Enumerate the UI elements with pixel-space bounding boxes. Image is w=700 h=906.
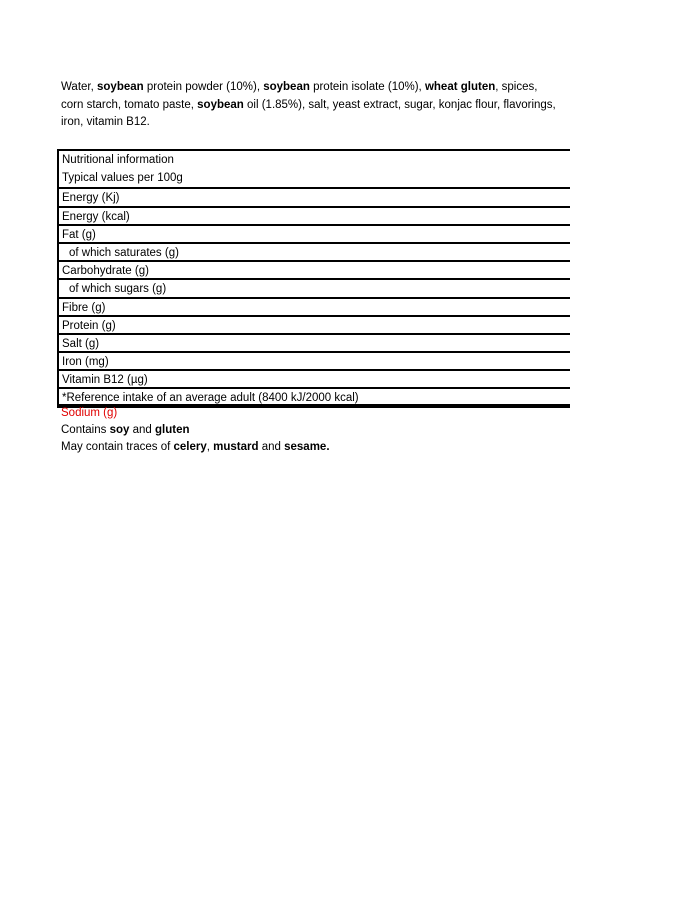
ingredient-text: Water,: [61, 81, 97, 93]
nutrition-row-carbohydrate: Carbohydrate (g): [59, 260, 570, 278]
allergen-sesame: sesame.: [284, 441, 330, 454]
ingredients-text: [61, 79, 561, 132]
nutrition-row-sugars: of which sugars (g): [59, 278, 570, 296]
nutrition-row-energy-kcal: Energy (kcal): [59, 206, 570, 224]
contains-text: and: [129, 424, 155, 437]
nutrition-reference-note: *Reference intake of an average adult (8400 kJ/2000 kcal): [59, 387, 570, 405]
nutrition-row-fibre: Fibre (g): [59, 297, 570, 315]
allergen-soy: soy: [109, 424, 130, 437]
nutrition-title: Nutritional information: [62, 154, 174, 166]
nutrition-row-energy-kj: Energy (Kj): [59, 187, 570, 205]
allergen-gluten: gluten: [155, 424, 190, 437]
footer-notes: [61, 405, 330, 457]
sodium-label: Sodium (g): [61, 407, 118, 419]
allergen-wheat-gluten: wheat gluten: [424, 81, 496, 93]
nutrition-table: [57, 149, 570, 408]
ingredient-text: , spices, corn starch, tomato paste,: [61, 81, 538, 111]
allergen-mustard: mustard: [213, 441, 259, 454]
traces-text: May contain traces of: [61, 441, 174, 454]
allergen-soybean: soybean: [263, 81, 310, 93]
allergen-soybean: soybean: [97, 81, 144, 93]
nutrition-row-protein: Protein (g): [59, 315, 570, 333]
nutrition-row-saturates: of which saturates (g): [59, 242, 570, 260]
nutrition-row-vitamin-b12: Vitamin B12 (µg): [59, 369, 570, 387]
may-contain-traces: [61, 439, 330, 456]
contains-text: Contains: [61, 424, 110, 437]
nutrition-row-fat: Fat (g): [59, 224, 570, 242]
contains-allergens: [61, 422, 330, 439]
allergen-celery: celery: [173, 441, 207, 454]
traces-text: and: [258, 441, 285, 454]
nutrition-row-salt: Salt (g): [59, 333, 570, 351]
traces-text: ,: [206, 441, 214, 454]
nutrition-row-iron: Iron (mg): [59, 351, 570, 369]
allergen-soybean: soybean: [197, 98, 244, 111]
ingredient-text: protein isolate (10%),: [309, 81, 425, 93]
ingredient-text: protein powder (10%),: [143, 81, 264, 93]
ingredient-text: oil (1.85%), salt, yeast extract, sugar, konjac flour, flavorings, iron, vitamin B12.: [61, 98, 556, 128]
nutrition-subtitle: Typical values per 100g: [62, 172, 183, 185]
